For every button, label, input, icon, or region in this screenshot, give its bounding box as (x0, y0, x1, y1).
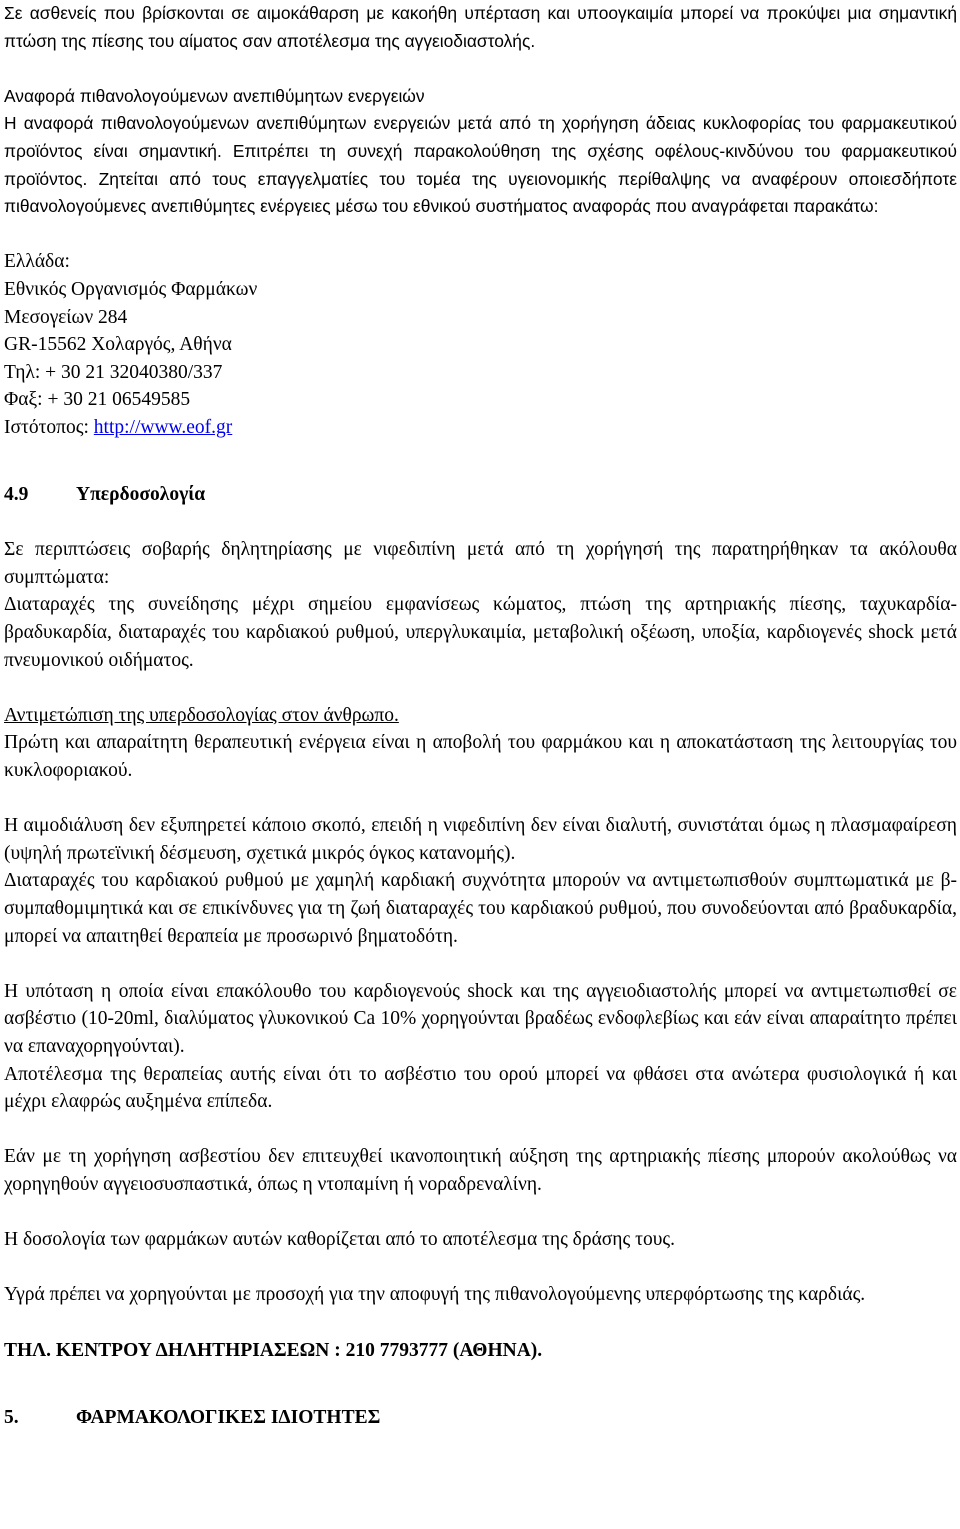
section-5-number: 5. (4, 1406, 19, 1428)
section-5-heading (4, 1404, 957, 1432)
section-4-9-number: 4.9 (4, 484, 29, 506)
symptoms-list: Διαταραχές της συνείδησης μέχρι σημείου εμφανίσεως κώματος, πτώση της αρτηριακής πίεσης, ταχυκαρδία- βραδυκαρδία, διαταραχές του καρδιακού ρυθμού, υπεργλυκαιμία, μεταβολική οξέωση, υποξία, καρδιογενές shock μετά πνευμονικού οιδήματος. (4, 594, 957, 671)
symptoms-intro: Σε περιπτώσεις σοβαρής δηλητηρίασης με νιφεδιπίνη μετά από τη χορήγησή της παρατηρήθηκαν τα ακόλουθα συμπτώματα: (4, 539, 957, 588)
address-phone: Τηλ: + 30 21 32040380/337 (4, 361, 223, 383)
fluids-paragraph: Υγρά πρέπει να χορηγούνται με προσοχή για την αποφυγή της πιθανολογούμενης υπερφόρτωσης της καρδιάς. (4, 1284, 866, 1306)
poison-center-phone: ΤΗΛ. ΚΕΝΤΡΟΥ ΔΗΛΗΤΗΡΙΑΣΕΩΝ : 210 7793777 (ΑΘΗΝΑ). (4, 1339, 543, 1361)
address-street: Μεσογείων 284 (4, 306, 128, 328)
address-org-name: Εθνικός Οργανισμός Φαρμάκων (4, 278, 258, 300)
treatment-heading: Αντιμετώπιση της υπερδοσολογίας στον άνθρωπο. (4, 704, 399, 726)
address-fax: Φαξ: + 30 21 06549585 (4, 389, 191, 411)
adverse-body-part3: Ζητείται από τους επαγγελματίες του τομέα της υγειονομικής περίθαλψης να αναφέρουν οποιεσδήποτε πιθανολογούμενες ανεπιθύμητες ενέργειες μέσω του εθνικού συστήματος αναφοράς που αναγράφεται παρακάτω: (4, 168, 957, 217)
section-4-9-heading (4, 481, 957, 509)
website-label: Ιστότοπος: (4, 416, 94, 438)
dosage-paragraph: Η δοσολογία των φαρμάκων αυτών καθορίζεται από το αποτέλεσμα της δράσης τους. (4, 1229, 675, 1251)
adverse-reaction-title: Αναφορά πιθανολογούμενων ανεπιθύμητων ενεργειών (4, 85, 425, 106)
adverse-body-part1: Η αναφορά πιθανολογούμενων ανεπιθύμητων ενεργειών μετά από τη χορήγηση άδειας κυκλοφορίας του φαρμακευτικού προϊόντος είναι σημαντική. (4, 113, 957, 161)
address-city: GR-15562 Χολαργός, Αθήνα (4, 334, 232, 356)
website-link[interactable]: http://www.eof.gr (93, 416, 233, 438)
adverse-reaction-body (4, 110, 957, 220)
address-website (4, 414, 957, 442)
address-country: Ελλάδα: (4, 251, 70, 273)
document-page (4, 0, 957, 1431)
section-5-title: ΦΑΡΜΑΚΟΛΟΓΙΚΕΣ ΙΔΙΟΤΗΤΕΣ (76, 1406, 381, 1428)
intro-paragraph: Σε ασθενείς που βρίσκονται σε αιμοκάθαρση με κακοήθη υπέρταση και υπoογκαιμία μπορεί να προκύψει μια σημαντική πτώση της πίεσης του αίματος σαν αποτέλεσμα της αγγειοδιαστολής. (4, 3, 957, 51)
section-4-9-title: Υπερδοσολογία (76, 484, 206, 506)
first-action-paragraph: Πρώτη και απαραίτητη θεραπευτική ενέργεια είναι η αποβολή του φαρμάκου και η αποκατάσταση της λειτουργίας του κυκλοφοριακού. (4, 732, 957, 782)
adverse-reaction-block (4, 83, 957, 221)
adverse-body-part2: Επιτρέπει τη συνεχή παρακολούθηση της σχέσης οφέλους-κινδύνου του φαρμακευτικού προϊόντος. (4, 140, 957, 189)
hemodialysis-paragraph: Η αιμοδιάλυση δεν εξυπηρετεί κάποιο σκοπό, επειδή η νιφεδιπίνη δεν είναι διαλυτή, συνιστάται όμως η πλασμαφαίρεση (υψηλή πρωτεϊνική δέσμευση, σχετικά μικρός όγκος κατανομής). (4, 815, 957, 864)
rhythm-paragraph: Διαταραχές του καρδιακού ρυθμού με χαμηλή καρδιακή συχνότητα μπορούν να αντιμετωπισθούν συμπτωματικά με β- συμπαθομιμητικά και σε επικίνδυνες για τη ζωή διαταραχές του καρδιακού ρυθμού, που συνοδεύονται από βραδυκαρδία, μπορεί να απαιτηθεί θεραπεία με προσωρινό βηματοδότη. (4, 870, 957, 947)
calcium-result-paragraph: Αποτέλεσμα της θεραπείας αυτής είναι ότι το ασβέστιο του ορού μπορεί να φθάσει στα ανώτερα φυσιολογικά ή και μέχρι ελαφρώς αυξημένα επίπεδα. (4, 1063, 957, 1113)
reporting-address (4, 248, 957, 441)
vasoconstrictors-paragraph: Εάν με τη χορήγηση ασβεστίου δεν επιτευχθεί ικανοποιητική αύξηση της αρτηριακής πίεσης μπορούν ακολούθως να χορηγηθούν αγγειοσυσπαστικά, όπως η ντοπαμίνη ή νοραδρεναλίνη. (4, 1146, 957, 1195)
hypotension-paragraph: Η υπόταση η οποία είναι επακόλουθο του καρδιογενούς shock και της αγγειοδιαστολής μπορεί να αντιμετωπισθεί σε ασβέστιο (10-20ml, διαλύματος γλυκονικού Ca 10% χορηγούνται βραδέως ενδοφλεβίως και εάν είναι απαραίτητο πρέπει να επαναχορηγούνται). (4, 980, 957, 1057)
